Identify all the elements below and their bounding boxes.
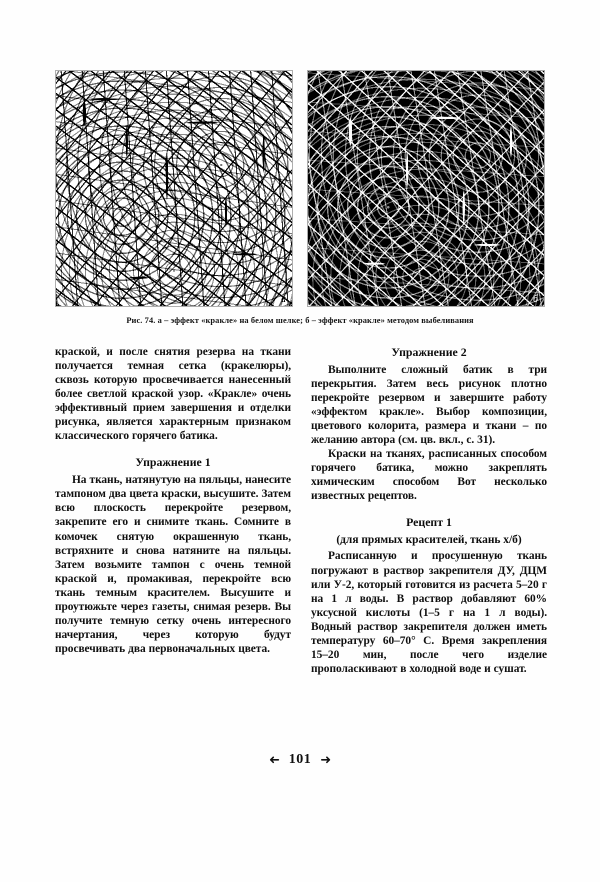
figure-caption-part-b: б – эффект «кракле» методом выбеливания [305,316,474,325]
figure-panel-b-label: б [532,294,538,305]
exercise-2-heading: Упражнение 2 [391,345,467,359]
recipe-1-subheading: (для прямых красителей, ткань х/б) [336,534,522,547]
exercise-1-heading: Упражнение 1 [135,455,211,470]
page-footer [0,752,600,768]
figure-caption-part-a: а – эффект «кракле» на белом шелке; [155,316,306,325]
figure-panel-b-crackle-by-bleaching [307,70,545,307]
recipe-1-heading: Рецепт 1 [406,515,452,530]
paints-fixing-paragraph: Краски на тканях, расписанных способом горячего батика, можно закреплять химическим способом Вот несколько известных рецептов. [311,448,547,503]
text-columns [55,345,547,676]
ornament-left-icon: ➜ [268,752,280,768]
figure-caption [55,316,545,327]
figure-row [55,70,545,307]
figure-panel-a-crackle-on-white-silk [55,70,293,307]
exercise-1-paragraph: На ткань, натянутую на пяльцы, нанесите тампоном два цвета краски, высушите. Затем всю плоскость перекройте резервом, закрепите его и снимите ткань. Сомните в комочек снятую окрашенную ткань, встряхните и снова натяните на пяльцы. Затем возьмите тампон с очень темной краской и, промакивая, перекройте всю ткань темным красителем. Высушите и проутюжьте через газеты, снимая резерв. Вы получите темную сетку очень интересного начертания, через которую будут просвечивать два первоначальных цвета. [55,474,291,655]
figure-caption-prefix: Рис. 74. [126,316,156,325]
left-column-continuation-paragraph: краской, и после снятия резерва на ткани получается темная сетка (кракелюры), сквозь которую просвечивается нанесенный более светлой краской узор. «Кракле» очень эффективный прием завершения и отделки рисунка, является характерным признаком классического горячего батика. [55,346,291,443]
figure-panel-a-label: а [281,294,286,305]
left-column [55,345,291,676]
exercise-2-paragraph: Выполните сложный батик в три перекрытия. Затем весь рисунок плотно перекройте резервом и завершите работу «эффектом кракле». Выбор композиции, цветового колорита, размера и ткани – по желанию автора (см. цв. вкл., с. 31). [311,364,547,447]
ornament-right-icon: ➜ [320,752,332,768]
page-number: 101 [288,752,312,767]
right-column [311,345,547,676]
recipe-1-paragraph: Расписанную и просушенную ткань погружают в раствор закрепителя ДУ, ДЦМ или У-2, который готовится из расчета 5–20 г на 1 л воды. В раствор добавляют 60% уксусной кислоты (1–5 г на 1 л воды). Водный раствор закрепителя должен иметь температуру 60–70° С. Время закрепления 15–20 мин, после чего изделие прополаскивают в холодной воде и сушат. [311,550,547,675]
